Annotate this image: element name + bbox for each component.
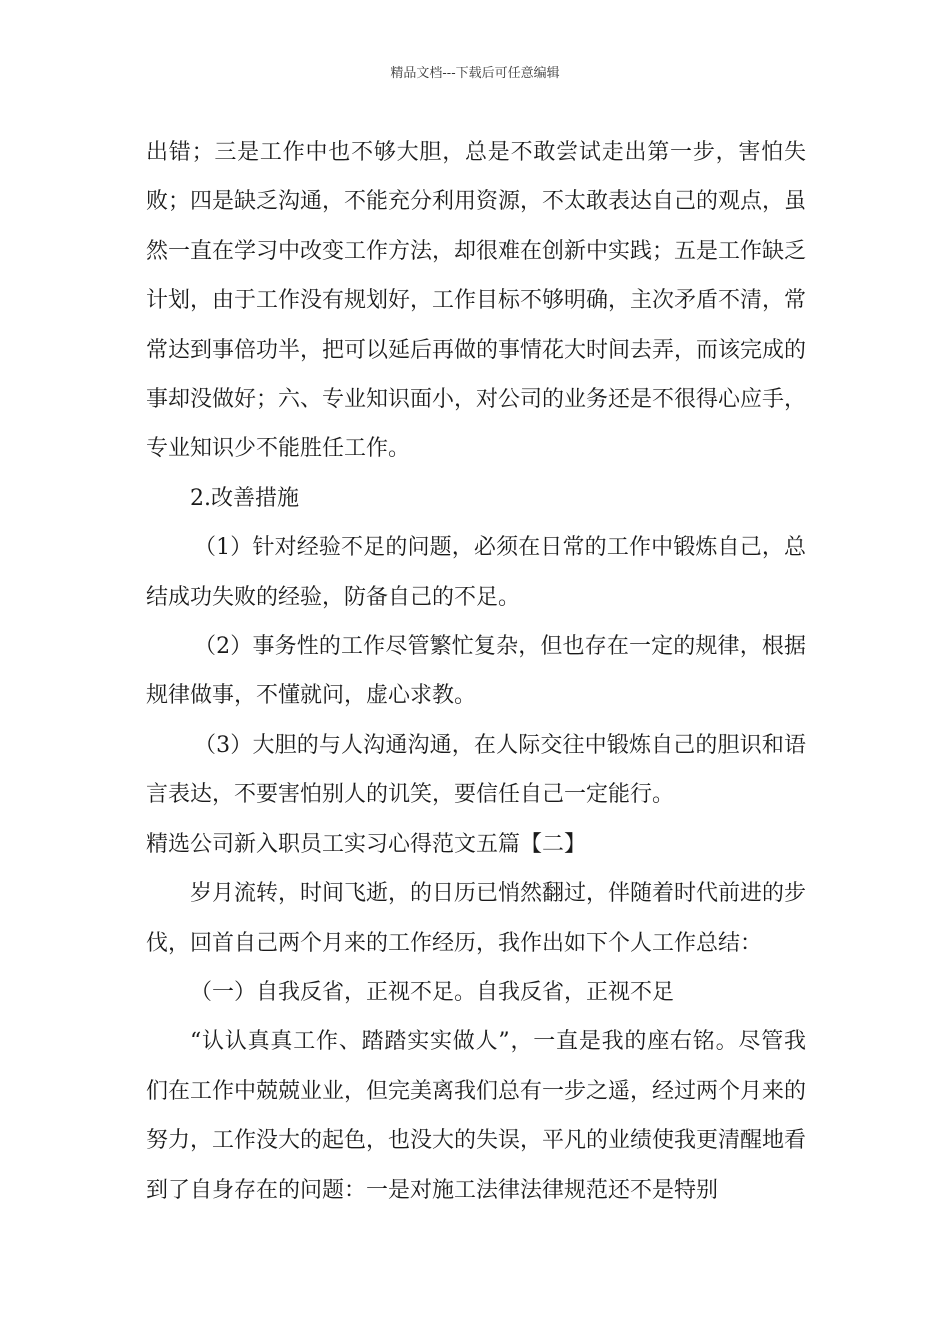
paragraph-intro: 岁月流转，时间飞逝，的日历已悄然翻过，伴随着时代前进的步伐，回首自己两个月来的工作经历，我作出如下个人工作总结：: [146, 881, 807, 956]
section-heading-improvement: 2.改善措施: [190, 485, 299, 511]
paragraph-continuation: 出错；三是工作中也不够大胆，总是不敢尝试走出第一步，害怕失败；四是缺乏沟通，不能充分利用资源，不太敢表达自己的观点，虽然一直在学习中改变工作方法，却很难在创新中实践；五是工作缺乏计划，由于工作没有规划好，工作目标不够明确，主次矛盾不清，常常达到事倍功半，把可以延后再做的事情花大时间去弄，而该完成的事却没做好；六、专业知识面小，对公司的业务还是不很得心应手，专业知识少不能胜任工作。: [146, 140, 807, 462]
page-header: 精品文档---下载后可任意编辑: [390, 66, 560, 81]
section-heading-self-reflection: （一）自我反省，正视不足。自我反省，正视不足: [190, 979, 675, 1005]
paragraph-measure-3: （3）大胆的与人沟通沟通，在人际交往中锻炼自己的胆识和语言表达，不要害怕别人的讥笑，要信任自己一定能行。: [146, 732, 806, 808]
document-body: [146, 128, 806, 1215]
paragraph-measure-1: （1）针对经验不足的问题，必须在日常的工作中锻炼自己，总结成功失败的经验，防备自己的不足。: [146, 535, 806, 610]
paragraph-measure-2: （2）事务性的工作尽管繁忙复杂，但也存在一定的规律，根据规律做事，不懂就问，虚心求教。: [146, 634, 806, 709]
article-title: 精选公司新入职员工实习心得范文五篇【二】: [146, 831, 587, 857]
paragraph-motto: “认认真真工作、踏踏实实做人”，一直是我的座右铭。尽管我们在工作中兢兢业业，但完美离我们总有一步之遥，经过两个月来的努力，工作没大的起色，也没大的失误，平凡的业绩使我更清醒地看到了自身存在的问题：一是对施工法律法律规范还不是特别: [146, 1029, 807, 1203]
